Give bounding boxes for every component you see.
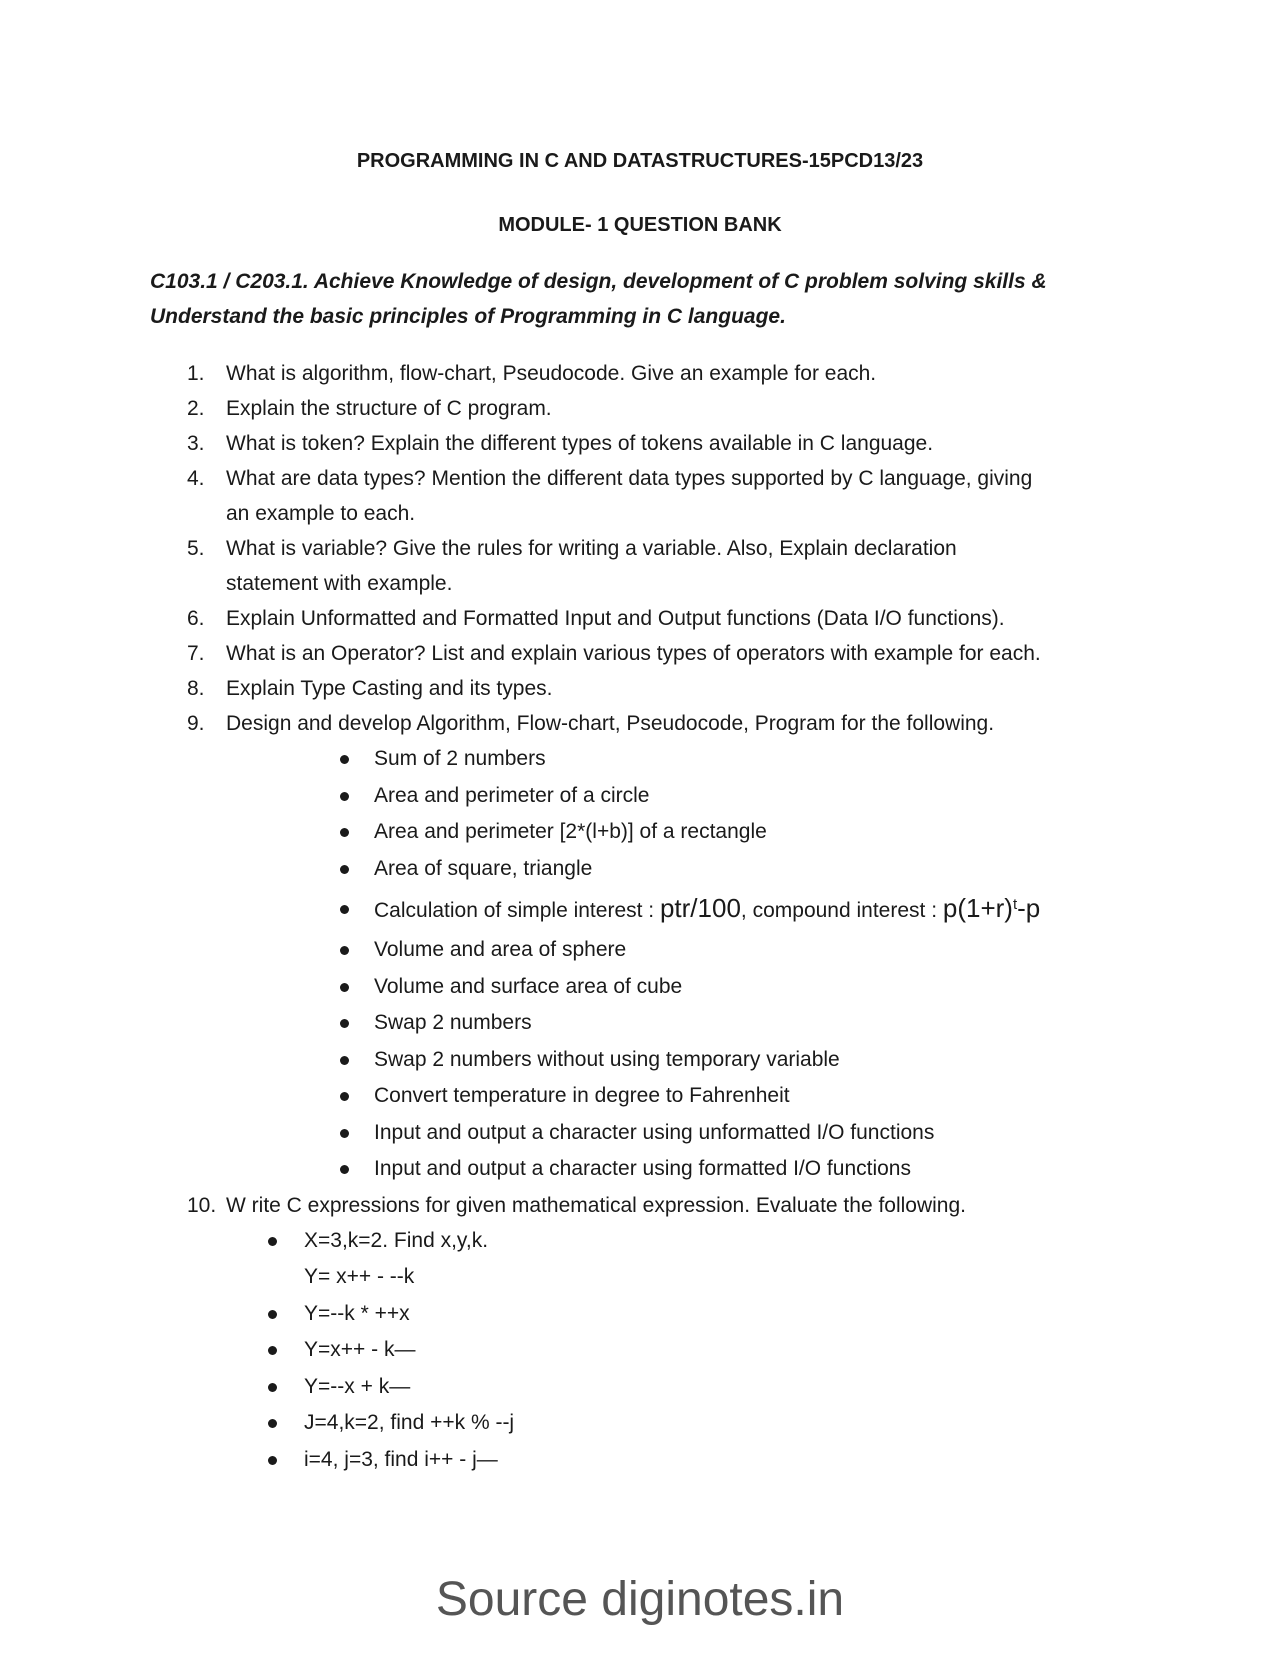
- question-number: 7.: [187, 642, 205, 665]
- bullet-icon: [340, 755, 349, 764]
- question-8: [0, 671, 1126, 706]
- question-2: [0, 391, 1126, 426]
- question-text: What is algorithm, flow-chart, Pseudocode. Give an example for each.: [226, 362, 877, 385]
- list-item: Area and perimeter of a circle: [0, 778, 1148, 815]
- list-item-continued: Y= x++ - --k: [304, 1265, 415, 1288]
- question-number: 9.: [187, 712, 205, 735]
- bullet-icon: [268, 1237, 277, 1246]
- question-3: [0, 426, 1126, 461]
- question-number: 3.: [187, 432, 205, 455]
- list-item: Y=--k * ++x: [0, 1296, 1000, 1333]
- bullet-icon: [340, 1056, 349, 1065]
- question-1: [0, 356, 1126, 391]
- question-text: What is token? Explain the different types of tokens available in C language.: [226, 432, 934, 455]
- list-item: X=3,k=2. Find x,y,k.: [0, 1223, 1000, 1260]
- bullet-icon: [340, 1092, 349, 1101]
- list-item: Volume and surface area of cube: [0, 969, 1148, 1006]
- bullet-icon: [268, 1419, 277, 1428]
- question-10: [0, 1188, 1126, 1479]
- question-text: W rite C expressions for given mathematical expression. Evaluate the following.: [226, 1193, 967, 1217]
- bullet-icon: [340, 865, 349, 874]
- question-number: 8.: [187, 677, 205, 700]
- compound-interest-tail: -p: [1017, 893, 1041, 923]
- list-item: Area and perimeter [2*(l+b)] of a rectangle: [0, 814, 1148, 851]
- question-text: Explain the structure of C program.: [226, 397, 552, 420]
- compound-interest-base: p(1+r): [942, 893, 1013, 923]
- question-text-continued: an example to each.: [226, 502, 416, 525]
- question-number: 5.: [187, 537, 205, 560]
- question-7: [0, 636, 1126, 671]
- question-text: Design and develop Algorithm, Flow-chart, Pseudocode, Program for the following.: [226, 712, 995, 735]
- bullet-icon: [340, 1165, 349, 1174]
- bullet-icon: [268, 1346, 277, 1355]
- list-item: Y=x++ - k—: [0, 1332, 1000, 1369]
- question-4: [0, 461, 1126, 531]
- compound-interest-exponent: t: [1012, 896, 1018, 913]
- question-number: 6.: [187, 607, 205, 630]
- bullet-icon: [340, 905, 349, 914]
- interest-mid: , compound interest :: [740, 899, 943, 922]
- bullet-icon: [268, 1456, 277, 1465]
- list-item: Input and output a character using unformatted I/O functions: [0, 1115, 1148, 1152]
- source-footer: Source diginotes.in: [435, 1573, 845, 1626]
- question-text: What is an Operator? List and explain various types of operators with example for each.: [226, 642, 1041, 665]
- question-6: [0, 601, 1126, 636]
- list-item: Convert temperature in degree to Fahrenheit: [0, 1078, 1148, 1115]
- course-outcome-line-2: Understand the basic principles of Programming in C language.: [150, 305, 786, 328]
- bullet-icon: [268, 1383, 277, 1392]
- course-outcome-line-1: C103.1 / C203.1. Achieve Knowledge of design, development of C problem solving skills &: [150, 270, 1047, 293]
- bullet-icon: [340, 828, 349, 837]
- course-outcome: [150, 264, 1150, 334]
- interest-prefix: Calculation of simple interest :: [374, 899, 660, 922]
- list-item: Sum of 2 numbers: [0, 741, 1148, 778]
- list-item: J=4,k=2, find ++k % --j: [0, 1405, 1000, 1442]
- list-item: Area of square, triangle: [0, 851, 1148, 888]
- bullet-icon: [268, 1310, 277, 1319]
- bullet-icon: [340, 792, 349, 801]
- question-10-items: [226, 1223, 1126, 1479]
- list-item: Input and output a character using formatted I/O functions: [0, 1151, 1148, 1188]
- question-number: 2.: [187, 397, 205, 420]
- question-text: What is variable? Give the rules for writing a variable. Also, Explain declaration: [226, 537, 957, 560]
- bullet-icon: [340, 1129, 349, 1138]
- question-9-items: [226, 741, 1126, 1188]
- bullet-icon: [340, 983, 349, 992]
- question-text: Explain Unformatted and Formatted Input and Output functions (Data I/O functions).: [226, 607, 1005, 630]
- question-text: What are data types? Mention the different data types supported by C language, giving: [226, 467, 1033, 490]
- list-item: Volume and area of sphere: [0, 932, 1148, 969]
- question-list: [0, 356, 1280, 1478]
- list-item-interest: [0, 887, 1148, 932]
- question-5: [0, 531, 1126, 601]
- bullet-icon: [340, 946, 349, 955]
- question-number: 10.: [187, 1193, 217, 1217]
- question-text-continued: statement with example.: [226, 572, 453, 595]
- question-9: [0, 706, 1126, 1188]
- question-number: 4.: [187, 467, 205, 490]
- simple-interest-formula: ptr/100: [659, 893, 741, 923]
- module-title: MODULE- 1 QUESTION BANK: [498, 214, 782, 236]
- list-item: i=4, j=3, find i++ - j—: [0, 1442, 1000, 1479]
- question-number: 1.: [187, 362, 205, 385]
- list-item: Y=--x + k—: [0, 1369, 1000, 1406]
- list-item: Swap 2 numbers without using temporary variable: [0, 1042, 1148, 1079]
- question-text: Explain Type Casting and its types.: [226, 677, 553, 700]
- bullet-icon: [340, 1019, 349, 1028]
- list-item: Swap 2 numbers: [0, 1005, 1148, 1042]
- document-title: PROGRAMMING IN C AND DATASTRUCTURES-15PCD13/23: [356, 150, 924, 172]
